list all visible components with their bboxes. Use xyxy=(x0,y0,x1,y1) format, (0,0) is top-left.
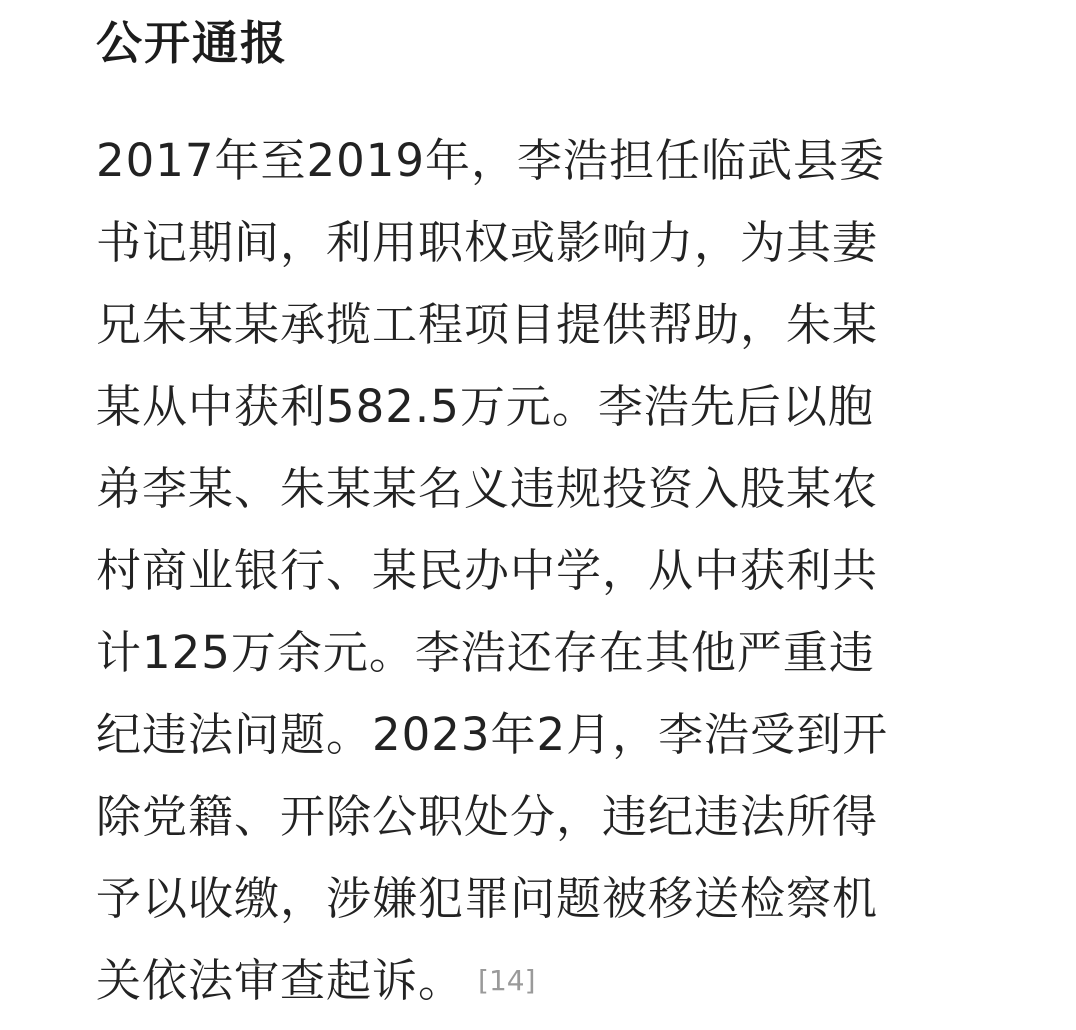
article-line: 某从中获利582.5万元。李浩先后以胞 xyxy=(96,380,874,433)
citation-link[interactable]: [14] xyxy=(478,964,536,997)
article-line: 书记期间，利用职权或影响力，为其妻 xyxy=(96,216,879,269)
article-line: 村商业银行、某民办中学，从中获利共 xyxy=(96,544,879,597)
article-line: 2017年至2019年，李浩担任临武县委 xyxy=(96,134,886,187)
article-line: 纪违法问题。2023年2月，李浩受到开 xyxy=(96,708,889,761)
article-line: 计125万余元。李浩还存在其他严重违 xyxy=(96,626,875,679)
article-line: 弟李某、朱某某名义违规投资入股某农 xyxy=(96,462,879,515)
section-heading: 公开通报 xyxy=(96,16,288,70)
article-last-line xyxy=(96,948,996,1030)
article-line: 兄朱某某承揽工程项目提供帮助，朱某 xyxy=(96,298,879,351)
article-line: 除党籍、开除公职处分，违纪违法所得 xyxy=(96,790,879,843)
article-body xyxy=(96,128,996,1030)
article-line-text: 关依法审查起诉。 xyxy=(96,954,465,1007)
article-line: 予以收缴，涉嫌犯罪问题被移送检察机 xyxy=(96,872,879,925)
